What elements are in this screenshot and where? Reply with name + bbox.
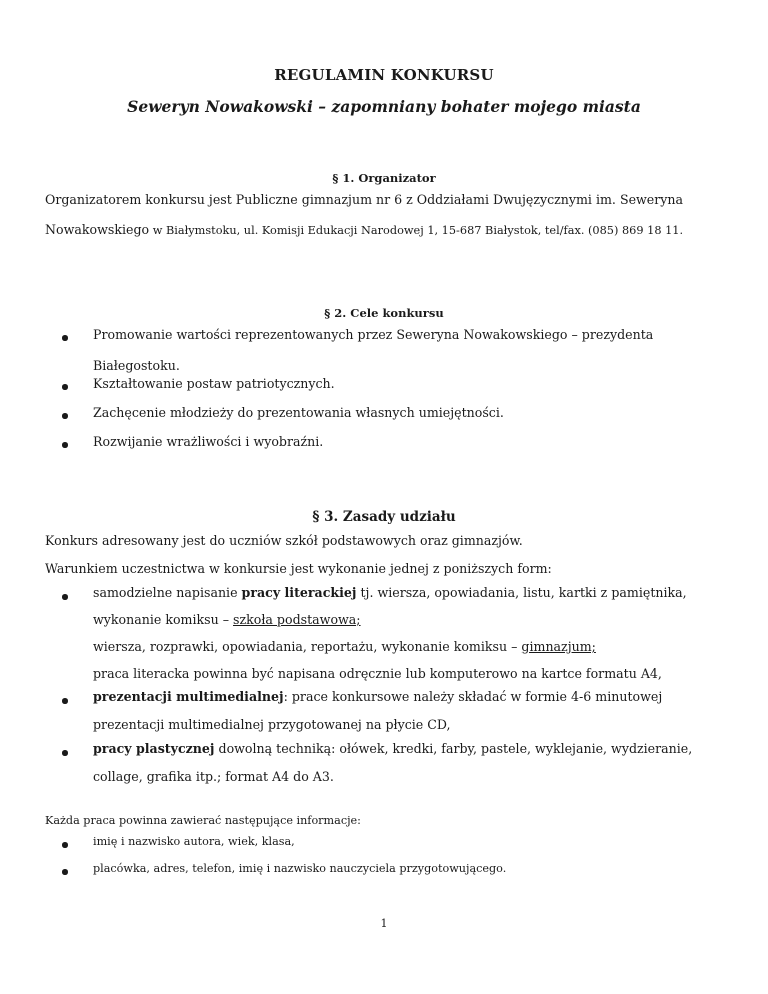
form-2-line-1 bbox=[93, 689, 723, 704]
section-3-intro-2: Warunkiem uczestnictwa w konkursie jest wykonanie jednej z poniższych form: bbox=[45, 561, 552, 576]
goal-item-2: Kształtowanie postaw patriotycznych. bbox=[93, 376, 335, 391]
bullet-icon bbox=[62, 335, 68, 341]
info-item-2: placówka, adres, telefon, imię i nazwisko nauczyciela przygotowującego. bbox=[93, 862, 507, 875]
section-1-line-1-text: Organizatorem konkursu jest Publiczne gimnazjum nr 6 z Oddziałami Dwujęzycznymi im. Seweryna bbox=[45, 192, 684, 207]
bullet-icon bbox=[62, 842, 68, 848]
form-1-line-3a: wiersza, rozprawki, opowiadania, reportażu, wykonanie komiksu – bbox=[93, 639, 522, 654]
form-1-line-3u: gimnazjum; bbox=[521, 639, 596, 654]
form-1-line-3 bbox=[93, 639, 596, 654]
form-1-post: tj. wiersza, opowiadania, listu, kartki z pamiętnika, bbox=[356, 585, 687, 600]
document-subtitle: Seweryn Nowakowski – zapomniany bohater mojego miasta bbox=[127, 97, 641, 116]
form-3-bold: pracy plastycznej bbox=[93, 741, 215, 756]
form-2-post: : prace konkursowe należy składać w formie 4-6 minutowej bbox=[283, 689, 663, 704]
section-1-heading: § 1. Organizator bbox=[332, 171, 436, 185]
form-1-line-2u: szkoła podstawowa; bbox=[233, 612, 361, 627]
info-intro: Każda praca powinna zawierać następujące informacje: bbox=[45, 814, 361, 827]
bullet-icon bbox=[62, 869, 68, 875]
goal-item-1-cont: Białegostoku. bbox=[93, 358, 180, 373]
goal-item-4: Rozwijanie wrażliwości i wyobraźni. bbox=[93, 434, 324, 449]
form-1-pre: samodzielne napisanie bbox=[93, 585, 242, 600]
form-1-line-4: praca literacka powinna być napisana odręcznie lub komputerowo na kartce formatu A4, bbox=[93, 666, 662, 681]
form-3-line-2: collage, grafika itp.; format A4 do A3. bbox=[93, 769, 334, 784]
page-number: 1 bbox=[380, 917, 388, 930]
bullet-icon bbox=[62, 384, 68, 390]
section-1-line-1 bbox=[45, 192, 723, 207]
form-2-line-2: prezentacji multimedialnej przygotowanej na płycie CD, bbox=[93, 717, 451, 732]
form-2-bold: prezentacji multimedialnej bbox=[93, 689, 284, 704]
form-1-line-2a: wykonanie komiksu – bbox=[93, 612, 234, 627]
info-item-1: imię i nazwisko autora, wiek, klasa, bbox=[93, 835, 295, 848]
section-1-line-2a: Nowakowskiego bbox=[45, 222, 150, 237]
goal-item-3: Zachęcenie młodzieży do prezentowania własnych umiejętności. bbox=[93, 405, 504, 420]
form-3-line-1 bbox=[93, 741, 723, 756]
bullet-icon bbox=[62, 413, 68, 419]
bullet-icon bbox=[62, 698, 68, 704]
form-1-line-1 bbox=[93, 585, 723, 600]
section-1-line-2 bbox=[45, 222, 683, 237]
bullet-icon bbox=[62, 442, 68, 448]
section-3-heading: § 3. Zasady udziału bbox=[312, 509, 456, 525]
bullet-icon bbox=[62, 594, 68, 600]
section-1-line-2b: w Białymstoku, ul. Komisji Edukacji Narodowej 1, 15-687 Białystok, tel/fax. (085) 869 18 11. bbox=[149, 224, 684, 237]
form-3-post: dowolną techniką: ołówek, kredki, farby, pastele, wyklejanie, wydzieranie, bbox=[214, 741, 693, 756]
form-1-bold: pracy literackiej bbox=[241, 585, 357, 600]
goal-item-1: Promowanie wartości reprezentowanych przez Seweryna Nowakowskiego – prezydenta bbox=[93, 327, 654, 342]
document-title: REGULAMIN KONKURSU bbox=[274, 66, 494, 84]
bullet-icon bbox=[62, 750, 68, 756]
section-3-intro-1: Konkurs adresowany jest do uczniów szkół podstawowych oraz gimnazjów. bbox=[45, 533, 523, 548]
form-1-line-2 bbox=[93, 612, 361, 627]
section-2-heading: § 2. Cele konkursu bbox=[324, 306, 444, 320]
